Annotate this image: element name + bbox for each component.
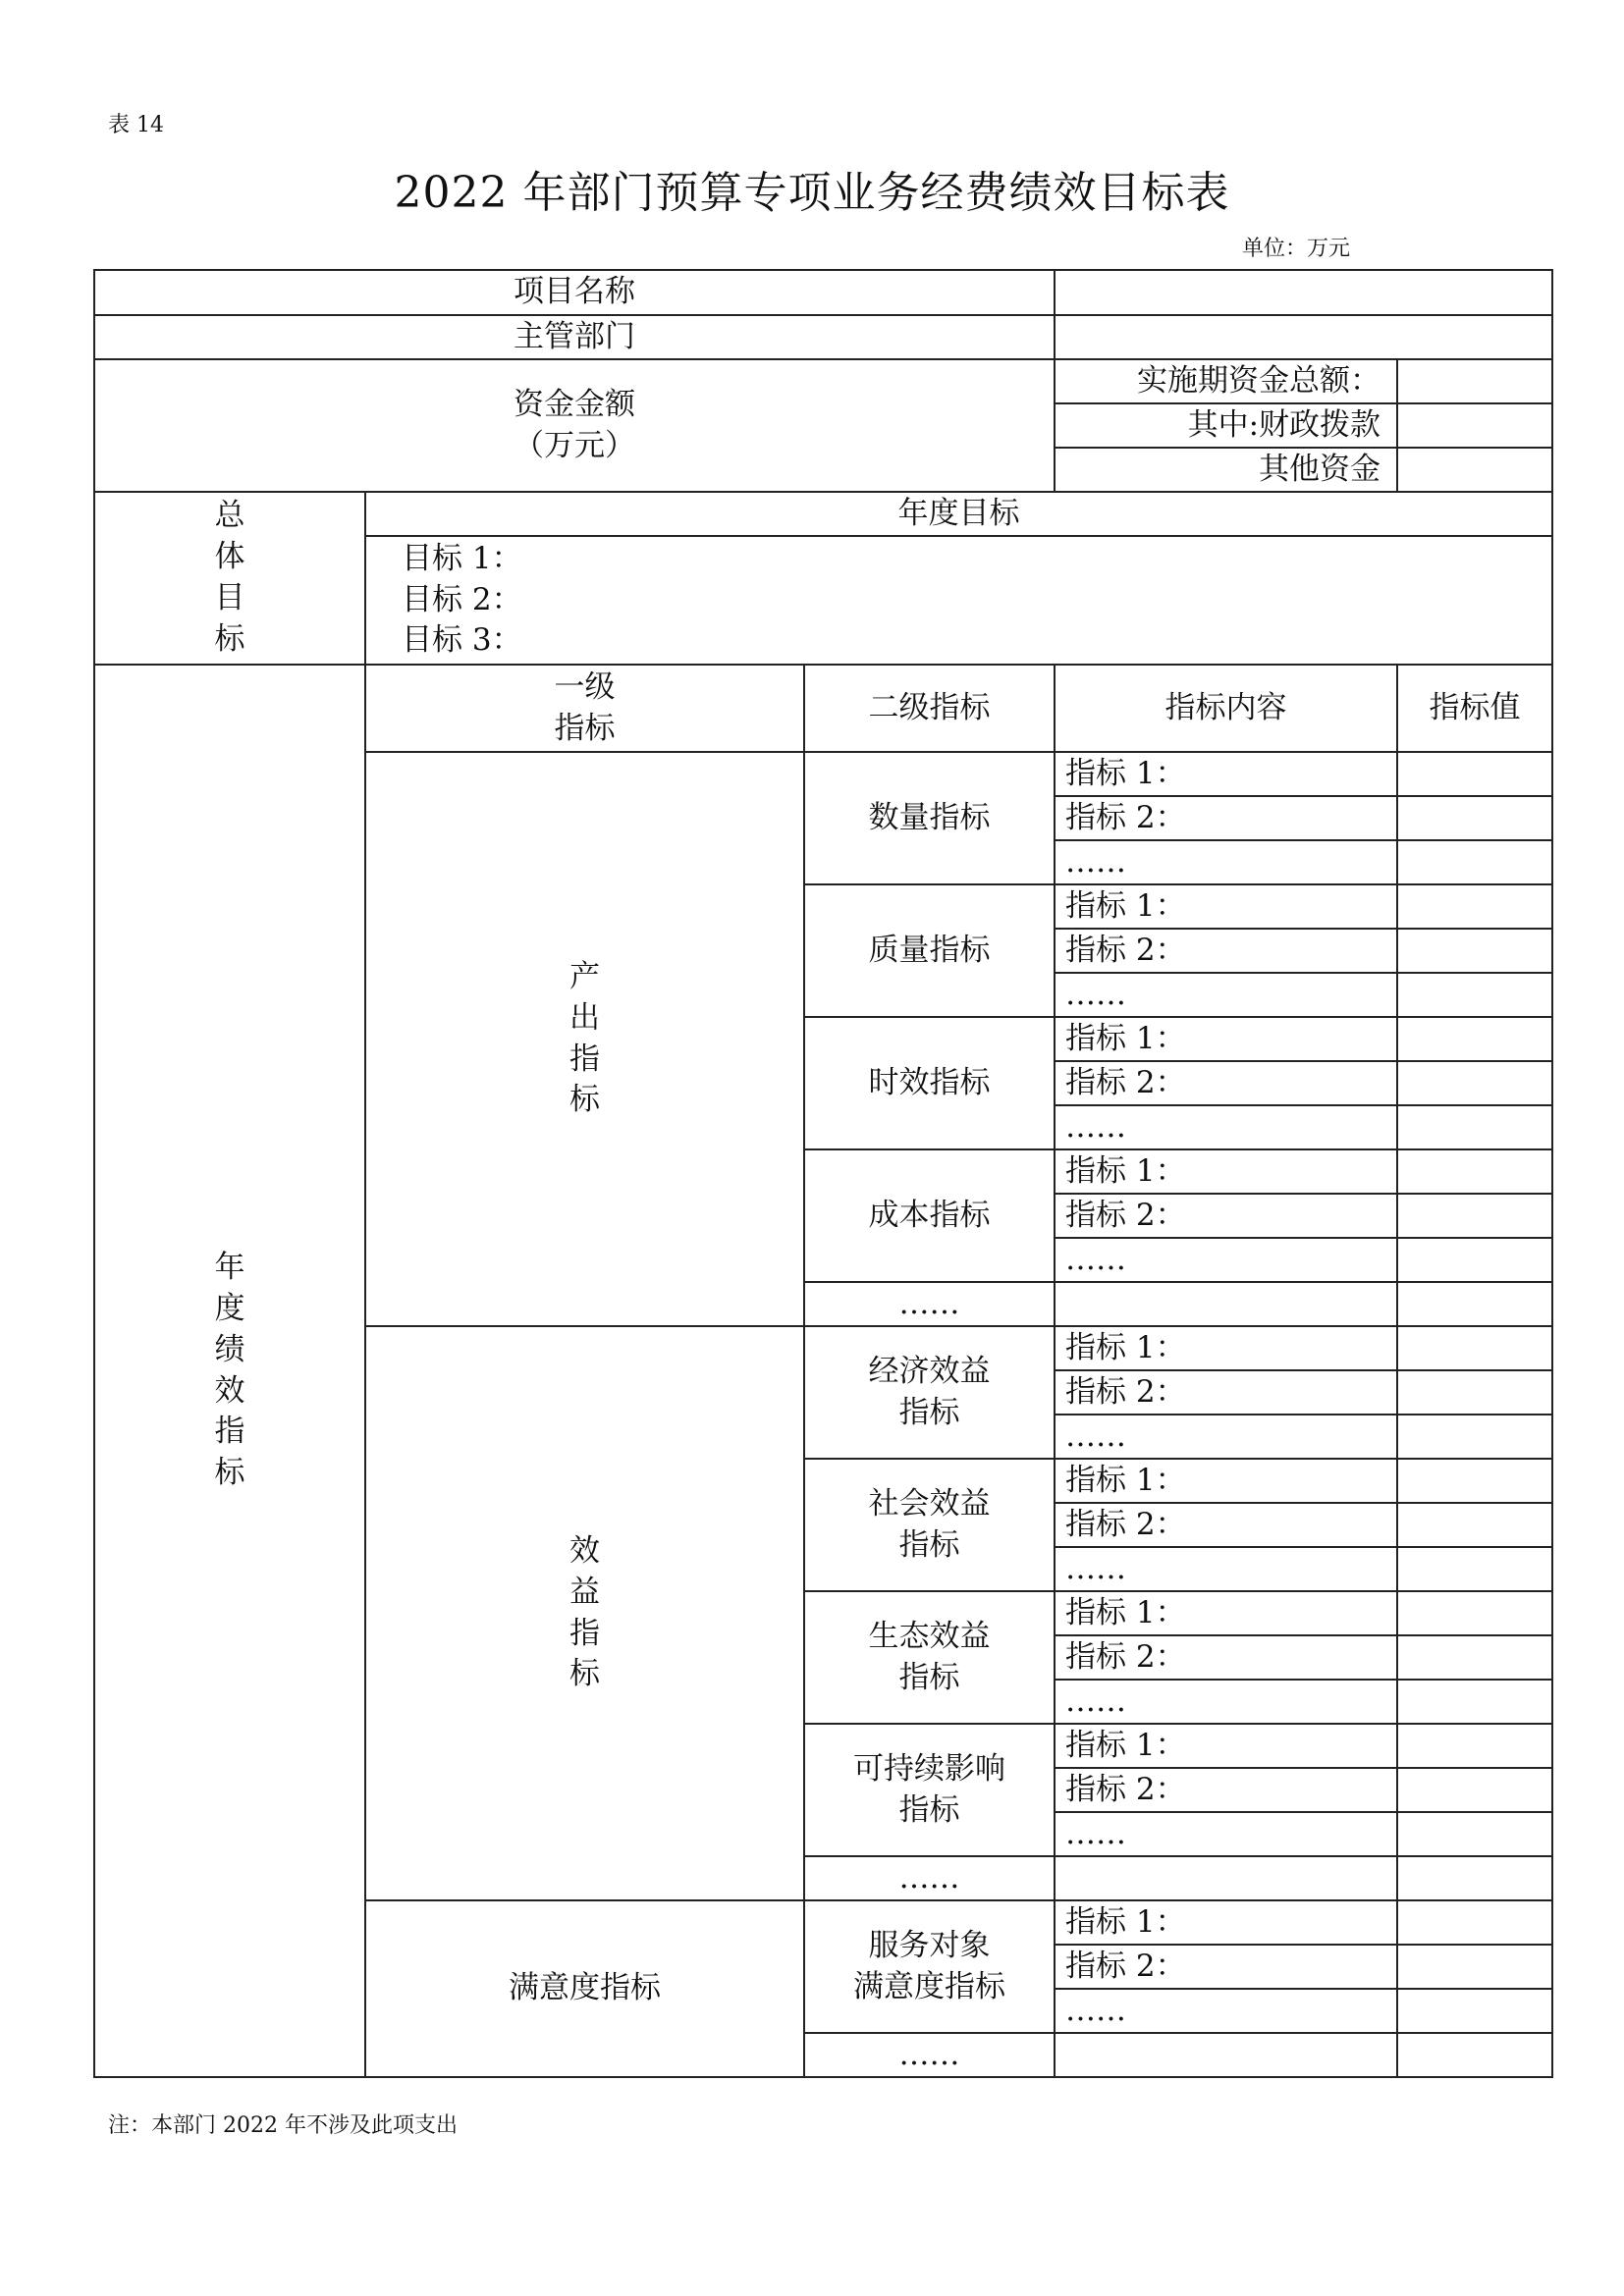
vertical-char: 体 bbox=[214, 539, 245, 575]
group-name-line: 成本指标 bbox=[868, 1197, 991, 1233]
indicator-content: 指标 1： bbox=[1055, 1900, 1397, 1945]
fund-other-label: 其他资金 bbox=[1055, 448, 1397, 492]
indicator-value[interactable] bbox=[1397, 1680, 1552, 1724]
unit-label: 单位：万元 bbox=[1242, 237, 1351, 261]
fund-label-line2: （万元） bbox=[514, 427, 636, 463]
indicator-content: 指标 1： bbox=[1055, 884, 1397, 929]
indicator-value[interactable] bbox=[1397, 1900, 1552, 1945]
indicator-content: 指标 1： bbox=[1055, 1326, 1397, 1370]
indicator-value[interactable] bbox=[1397, 929, 1552, 973]
level1-header-line1: 一级 bbox=[554, 668, 616, 705]
indicator-value[interactable] bbox=[1397, 1635, 1552, 1680]
indicator-content: 指标 2： bbox=[1055, 1061, 1397, 1105]
indicator-content: …… bbox=[1055, 1680, 1397, 1724]
vertical-char: 效 bbox=[214, 1372, 245, 1409]
vertical-char: 指 bbox=[569, 1615, 600, 1651]
level2-indicator bbox=[804, 1326, 1055, 1459]
indicator-value[interactable] bbox=[1397, 796, 1552, 840]
output-indicators-label bbox=[365, 752, 804, 1326]
indicator-content: 指标 1： bbox=[1055, 1591, 1397, 1635]
vertical-char: 目 bbox=[214, 580, 245, 615]
value-header: 指标值 bbox=[1397, 665, 1552, 752]
fund-label-line1: 资金金额 bbox=[514, 386, 636, 422]
vertical-char: 出 bbox=[569, 999, 600, 1036]
project-name-label: 项目名称 bbox=[94, 270, 1055, 315]
fund-total-value[interactable] bbox=[1397, 359, 1552, 403]
level2-indicator bbox=[804, 1900, 1055, 2033]
indicator-value[interactable] bbox=[1397, 1547, 1552, 1591]
content-header: 指标内容 bbox=[1055, 665, 1397, 752]
level2-indicator bbox=[804, 1724, 1055, 1856]
table-row bbox=[94, 315, 1552, 359]
indicator-content: 指标 2： bbox=[1055, 796, 1397, 840]
indicator-content: 指标 2： bbox=[1055, 1503, 1397, 1547]
indicator-content: …… bbox=[1055, 840, 1397, 884]
vertical-char: 效 bbox=[569, 1532, 600, 1569]
goal-line: 目标 3： bbox=[402, 622, 522, 659]
level2-indicator bbox=[804, 1459, 1055, 1591]
indicator-value[interactable] bbox=[1397, 1768, 1552, 1812]
indicator-content: …… bbox=[1055, 1415, 1397, 1459]
level1-header-line2: 指标 bbox=[554, 710, 616, 746]
vertical-char: 年 bbox=[214, 1249, 245, 1285]
indicator-value[interactable] bbox=[1397, 1326, 1552, 1370]
indicator-value[interactable] bbox=[1397, 973, 1552, 1017]
group-name-line: 指标 bbox=[898, 1394, 960, 1430]
fund-fiscal-value[interactable] bbox=[1397, 403, 1552, 448]
indicator-content: …… bbox=[1055, 973, 1397, 1017]
annual-performance-label bbox=[94, 665, 365, 2077]
indicator-value[interactable] bbox=[1397, 884, 1552, 929]
fund-total-label: 实施期资金总额： bbox=[1055, 359, 1397, 403]
indicator-value[interactable] bbox=[1397, 752, 1552, 796]
level1-header bbox=[365, 665, 804, 752]
group-name-line: 数量指标 bbox=[868, 799, 991, 835]
level2-header: 二级指标 bbox=[804, 665, 1055, 752]
level2-indicator bbox=[804, 752, 1055, 884]
dept-value[interactable] bbox=[1055, 315, 1552, 359]
page-title: 2022 年部门预算专项业务经费绩效目标表 bbox=[394, 168, 1230, 218]
indicator-value[interactable] bbox=[1397, 1812, 1552, 1856]
indicator-content: 指标 2： bbox=[1055, 1768, 1397, 1812]
group-name-line: 时效指标 bbox=[868, 1064, 991, 1100]
indicator-content: 指标 1： bbox=[1055, 752, 1397, 796]
goal-line: 目标 1： bbox=[402, 540, 522, 576]
group-name-line: 服务对象 bbox=[868, 1927, 991, 1963]
indicator-value[interactable] bbox=[1397, 1149, 1552, 1194]
more-indicators: …… bbox=[804, 1282, 1055, 1326]
indicator-value[interactable] bbox=[1397, 1238, 1552, 1282]
table-row bbox=[94, 359, 1552, 403]
table-header-row bbox=[94, 665, 1552, 752]
indicator-content: …… bbox=[1055, 1238, 1397, 1282]
vertical-char: 标 bbox=[214, 620, 245, 657]
indicator-value[interactable] bbox=[1397, 1459, 1552, 1503]
performance-table bbox=[93, 269, 1553, 2078]
indicator-value[interactable] bbox=[1397, 1061, 1552, 1105]
vertical-char: 产 bbox=[569, 958, 600, 994]
vertical-char: 度 bbox=[214, 1290, 245, 1326]
indicator-value[interactable] bbox=[1397, 1194, 1552, 1238]
level2-indicator bbox=[804, 884, 1055, 1017]
group-name-line: 经济效益 bbox=[868, 1353, 991, 1389]
indicator-value[interactable] bbox=[1397, 1017, 1552, 1061]
indicator-content: …… bbox=[1055, 1989, 1397, 2033]
vertical-char: 标 bbox=[569, 1082, 600, 1118]
more-indicators: …… bbox=[804, 2033, 1055, 2077]
indicator-content: 指标 2： bbox=[1055, 929, 1397, 973]
indicator-value[interactable] bbox=[1397, 1105, 1552, 1149]
vertical-char: 标 bbox=[569, 1656, 600, 1692]
group-name-line: 指标 bbox=[898, 1526, 960, 1563]
group-name-line: 指标 bbox=[898, 1659, 960, 1695]
dept-label: 主管部门 bbox=[94, 315, 1055, 359]
overall-goal-label bbox=[94, 492, 365, 665]
group-name-line: 社会效益 bbox=[868, 1485, 991, 1522]
indicator-value[interactable] bbox=[1397, 840, 1552, 884]
indicator-value[interactable] bbox=[1397, 1415, 1552, 1459]
indicator-value[interactable] bbox=[1397, 1856, 1552, 1900]
footnote: 注：本部门 2022 年不涉及此项支出 bbox=[108, 2113, 458, 2138]
annual-goal-label: 年度目标 bbox=[365, 492, 1552, 536]
fund-amount-label bbox=[94, 359, 1055, 492]
group-name-line: 满意度指标 bbox=[853, 1968, 1006, 2004]
indicator-value[interactable] bbox=[1397, 1370, 1552, 1415]
indicator-content: 指标 1： bbox=[1055, 1149, 1397, 1194]
fund-other-value[interactable] bbox=[1397, 448, 1552, 492]
indicator-content: 指标 1： bbox=[1055, 1724, 1397, 1768]
indicator-content: …… bbox=[1055, 1812, 1397, 1856]
indicator-value[interactable] bbox=[1397, 1282, 1552, 1326]
indicator-content[interactable] bbox=[1055, 1856, 1397, 1900]
indicator-content: …… bbox=[1055, 1547, 1397, 1591]
indicator-content: 指标 2： bbox=[1055, 1945, 1397, 1989]
indicator-value[interactable] bbox=[1397, 1503, 1552, 1547]
satisfaction-indicators-label: 满意度指标 bbox=[365, 1900, 804, 2077]
more-indicators: …… bbox=[804, 1856, 1055, 1900]
indicator-content: 指标 2： bbox=[1055, 1370, 1397, 1415]
level2-indicator bbox=[804, 1149, 1055, 1282]
level2-indicator bbox=[804, 1017, 1055, 1149]
vertical-char: 指 bbox=[214, 1414, 245, 1450]
indicator-content[interactable] bbox=[1055, 1282, 1397, 1326]
project-name-value[interactable] bbox=[1055, 270, 1552, 315]
indicator-content[interactable] bbox=[1055, 2033, 1397, 2077]
indicator-value[interactable] bbox=[1397, 1945, 1552, 1989]
vertical-char: 绩 bbox=[214, 1331, 245, 1367]
indicator-content: 指标 2： bbox=[1055, 1635, 1397, 1680]
fund-fiscal-label: 其中:财政拨款 bbox=[1055, 403, 1397, 448]
vertical-char: 益 bbox=[569, 1574, 600, 1610]
vertical-char: 指 bbox=[569, 1041, 600, 1077]
group-name-line: 指标 bbox=[898, 1791, 960, 1828]
group-name-line: 可持续影响 bbox=[853, 1750, 1006, 1787]
table-number: 表 14 bbox=[108, 113, 164, 137]
goal-line: 目标 2： bbox=[402, 581, 522, 617]
indicator-content: …… bbox=[1055, 1105, 1397, 1149]
indicator-value[interactable] bbox=[1397, 1591, 1552, 1635]
table-row bbox=[94, 492, 1552, 536]
indicator-content: 指标 1： bbox=[1055, 1017, 1397, 1061]
group-name-line: 质量指标 bbox=[868, 932, 991, 968]
annual-goals[interactable] bbox=[365, 536, 1552, 665]
indicator-content: 指标 1： bbox=[1055, 1459, 1397, 1503]
level2-indicator bbox=[804, 1591, 1055, 1724]
table-row bbox=[94, 270, 1552, 315]
indicator-content: 指标 2： bbox=[1055, 1194, 1397, 1238]
vertical-char: 总 bbox=[214, 498, 245, 534]
indicator-value[interactable] bbox=[1397, 2033, 1552, 2077]
vertical-char: 标 bbox=[214, 1455, 245, 1491]
benefit-indicators-label bbox=[365, 1326, 804, 1900]
group-name-line: 生态效益 bbox=[868, 1618, 991, 1654]
indicator-value[interactable] bbox=[1397, 1989, 1552, 2033]
indicator-value[interactable] bbox=[1397, 1724, 1552, 1768]
